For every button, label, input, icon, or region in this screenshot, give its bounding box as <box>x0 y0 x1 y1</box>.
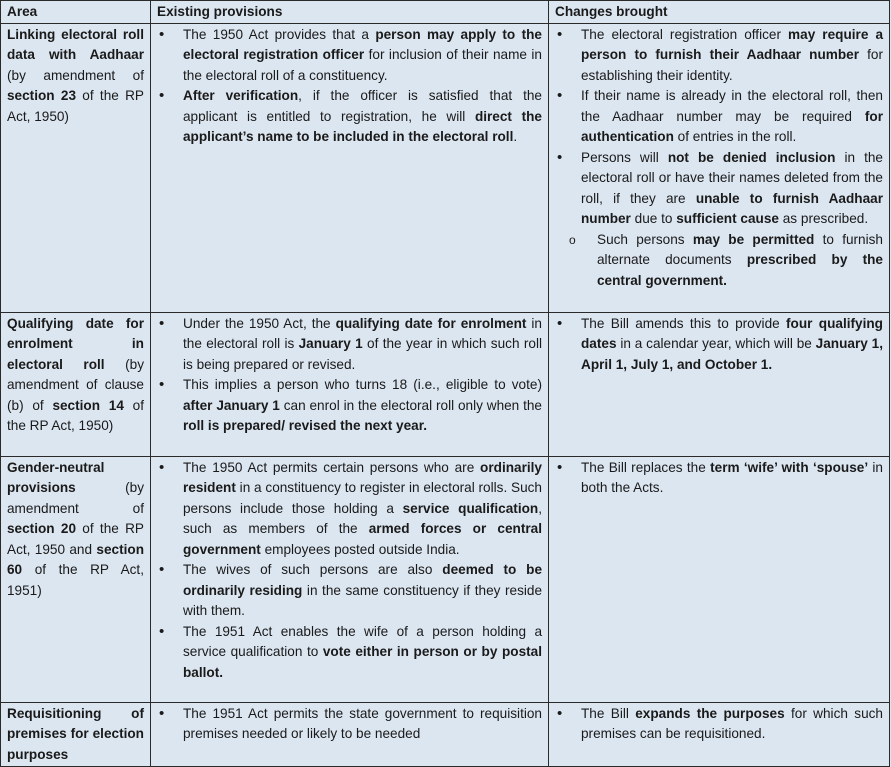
text-run: can enrol in the electoral roll only when the <box>279 397 542 413</box>
text-run: of the RP Act, 1950) <box>7 88 144 124</box>
bold-text: not be denied inclusion <box>667 149 836 165</box>
bold-text: expands the purposes <box>635 705 785 721</box>
bullet-item <box>157 314 542 376</box>
bold-text: January 1, April 1, July 1, and October 1. <box>581 336 883 372</box>
bold-text: may be permitted <box>692 231 815 247</box>
bold-text: four qualifying dates <box>581 315 883 351</box>
area-cell <box>1 456 151 702</box>
bold-text: After verification <box>183 88 299 103</box>
text-run: The 1951 Act permits the state government to requisition premises needed or likely to be needed <box>183 705 542 741</box>
table-row <box>1 456 890 702</box>
text-run: to furnish alternate documents <box>597 231 883 267</box>
header-changes-brought: Changes brought <box>549 1 890 24</box>
bold-text: armed forces or central government <box>183 521 542 557</box>
text-run: This implies a person who turns 18 (i.e., eligible to vote) <box>183 377 542 392</box>
bold-text: January 1 <box>298 336 363 351</box>
existing-list <box>157 458 542 684</box>
text-run: for which such premises can be requisitioned. <box>581 705 883 741</box>
text-run: . <box>513 129 518 144</box>
header-area: Area <box>1 1 151 24</box>
changes-list <box>555 458 883 499</box>
bold-text: ordinarily resident <box>183 459 542 495</box>
text-run: The electoral registration officer <box>581 26 789 42</box>
bold-text: service qualification <box>402 500 539 516</box>
bold-text: person may apply to the electoral registration officer <box>183 26 542 62</box>
text-run: (by amendment of clause (b) of <box>7 356 144 413</box>
text-run: as prescribed. <box>778 211 869 226</box>
text-run: The Bill amends this to provide <box>581 315 787 331</box>
bullet-item <box>157 458 542 561</box>
bullet-item <box>555 25 883 87</box>
bold-text: after January 1 <box>183 397 280 413</box>
bold-text: may require a person to furnish their Aadhaar number <box>581 26 884 62</box>
bold-text: prescribed by the central government. <box>597 252 883 288</box>
area-cell <box>1 23 151 312</box>
bold-text: section 20 <box>7 521 77 536</box>
text-run: due to <box>630 211 677 226</box>
text-run: in a calendar year, which will be <box>616 336 816 351</box>
text-run: of entries in the roll. <box>673 129 797 144</box>
bold-text: unable to furnish Aadhaar number <box>581 190 883 226</box>
bold-text: deemed to be ordinarily residing <box>183 562 543 598</box>
text-run: , if the officer is satisfied that the applicant is entitled to registration, he will <box>183 88 542 124</box>
bullet-item <box>555 458 883 499</box>
text-run: The 1951 Act enables the wife of a person holding a service qualification to <box>183 623 542 659</box>
text-run: in the electoral roll is <box>183 315 542 351</box>
existing-provisions-cell <box>151 23 549 312</box>
bold-text: Requisitioning of premises for election purposes <box>7 705 144 762</box>
bullet-item <box>157 560 542 622</box>
existing-list <box>157 314 542 437</box>
area-cell <box>1 702 151 766</box>
text-run: (by amendment of <box>7 480 144 516</box>
existing-provisions-cell <box>151 702 549 766</box>
text-run: of the RP Act, 1951) <box>7 562 144 598</box>
changes-list <box>555 25 883 292</box>
changes-brought-cell <box>549 702 890 766</box>
text-run: in the electoral roll or have their names deleted from the roll, if they are <box>581 149 883 206</box>
bullet-item <box>157 25 542 87</box>
text-run: of the year in which such roll is being prepared or revised. <box>183 336 542 372</box>
bullet-item <box>555 314 883 376</box>
bullet-item <box>157 704 542 745</box>
text-run: Such persons <box>597 231 693 247</box>
table-row <box>1 702 890 766</box>
bold-text: sufficient cause <box>676 211 779 226</box>
sub-bullet-list <box>581 230 883 292</box>
text-run: in a constituency to register in electoral rolls. Such persons include those holding a <box>183 480 542 516</box>
bullet-item <box>157 375 542 437</box>
bold-text: Qualifying date for enrolment in electoral roll <box>7 315 144 372</box>
changes-list <box>555 704 883 745</box>
existing-provisions-cell <box>151 456 549 702</box>
text-run: The 1950 Act permits certain persons who are <box>183 459 481 475</box>
existing-provisions-cell <box>151 312 549 456</box>
text-run: for inclusion of their name in the electoral roll of a constituency. <box>183 47 542 83</box>
text-run: for establishing their identity. <box>581 47 883 83</box>
bold-text: vote either in person or by postal ballot. <box>183 644 542 680</box>
bold-text: direct the applicant’s name to be included in the electoral roll <box>183 108 542 144</box>
bold-text: Linking electoral roll data with Aadhaar <box>7 26 144 62</box>
bold-text: roll is prepared/ revised the next year. <box>183 418 428 433</box>
text-run: The 1950 Act provides that a <box>183 26 376 42</box>
table-row <box>1 312 890 456</box>
header-existing-provisions: Existing provisions <box>151 1 549 24</box>
sub-bullet-item <box>567 230 883 292</box>
existing-list <box>157 25 542 148</box>
changes-brought-cell <box>549 456 890 702</box>
bold-text: qualifying date for enrolment <box>335 315 527 331</box>
text-run: , such as members of the <box>183 500 542 536</box>
text-run: (by amendment of <box>7 67 144 83</box>
bullet-item <box>555 704 883 745</box>
text-run: Persons will <box>581 149 668 165</box>
text-run: employees posted outside India. <box>260 541 460 557</box>
text-run: The wives of such persons are also <box>183 562 443 577</box>
changes-list <box>555 314 883 376</box>
area-cell <box>1 312 151 456</box>
bullet-item <box>157 86 542 148</box>
changes-brought-cell <box>549 23 890 312</box>
text-run: of the RP Act, 1950) <box>7 397 144 433</box>
text-run: If their name is already in the electoral roll, then the Aadhaar number may be required <box>581 88 883 124</box>
text-run: The Bill <box>581 705 636 721</box>
bold-text: section 60 <box>7 541 144 577</box>
text-run: The Bill replaces the <box>581 459 711 475</box>
text-run: in the same constituency if they reside with them. <box>183 582 543 618</box>
text-run: in both the Acts. <box>581 459 883 495</box>
bold-text: Gender-neutral provisions <box>7 459 105 495</box>
text-run: of the RP Act, 1950 and <box>7 521 144 557</box>
bullet-item <box>555 148 883 292</box>
bold-text: term ‘wife’ with ‘spouse’ <box>710 459 869 475</box>
bullet-item <box>157 622 542 684</box>
table-row <box>1 23 890 312</box>
text-run: Under the 1950 Act, the <box>183 315 336 331</box>
header-row <box>1 1 890 24</box>
bold-text: section 23 <box>7 88 77 103</box>
bold-text: for authentication <box>581 108 883 144</box>
bullet-item <box>555 86 883 148</box>
changes-brought-cell <box>549 312 890 456</box>
existing-list <box>157 704 542 745</box>
bold-text: section 14 <box>52 397 124 413</box>
